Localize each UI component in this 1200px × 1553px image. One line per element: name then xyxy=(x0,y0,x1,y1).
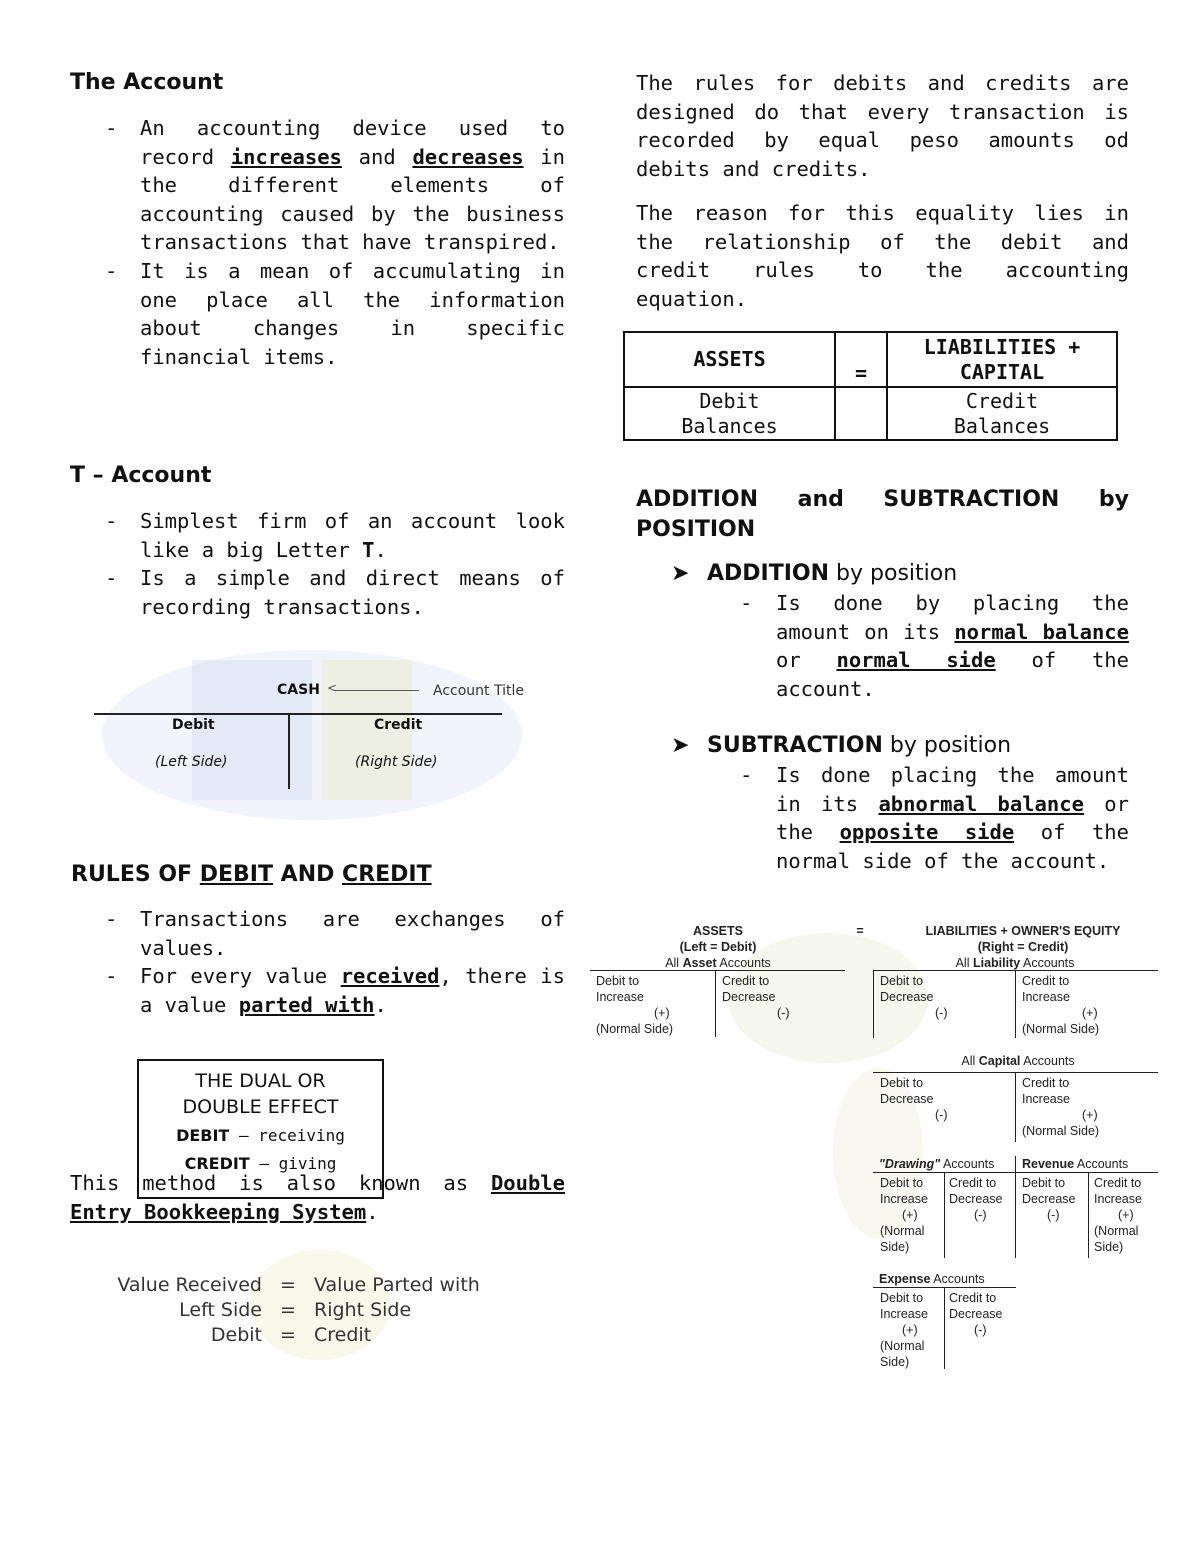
equals-header: = xyxy=(835,332,887,387)
liab-credit-cell: Credit to Increase (+) (Normal Side) xyxy=(1022,974,1100,1036)
revenue-accounts-label: Revenue Accounts xyxy=(1022,1157,1129,1171)
asset-credit-cell: Credit to Decrease (-) xyxy=(722,974,790,1020)
arrow-bullet-icon: ➤ xyxy=(671,733,690,758)
assets-sub: (Left = Debit) xyxy=(679,940,757,954)
rules-heading: RULES OF DEBIT AND CREDIT xyxy=(71,862,432,887)
increases-term: increases xyxy=(230,144,342,169)
t-horizontal-line xyxy=(94,713,502,715)
left-side-label: (Left Side) xyxy=(155,754,228,770)
dual-line-2: DOUBLE EFFECT xyxy=(182,1096,339,1118)
addition-heading: ➤ ADDITION by position xyxy=(671,561,958,586)
liab-sub: (Right = Credit) xyxy=(977,940,1069,954)
diagram-equals: = xyxy=(856,924,864,938)
arrow-bullet-icon: ➤ xyxy=(671,561,690,586)
value-left-column: Value Received Left Side Debit xyxy=(117,1274,262,1346)
value-equation xyxy=(100,1255,520,1355)
expense-credit-cell: Credit to Decrease (-) xyxy=(949,1291,1003,1337)
list-item: - It is a mean of accumulating in one place all the information about changes in specific financial items. xyxy=(105,258,565,369)
credit-balances-cell: Credit Balances xyxy=(887,387,1117,440)
expense-accounts-label: Expense Accounts xyxy=(879,1272,985,1286)
capital-debit-cell: Debit to Decrease (-) xyxy=(880,1076,948,1122)
assets-title: ASSETS xyxy=(692,924,743,938)
debit-balances-cell: Debit Balances xyxy=(624,387,835,440)
t-account-title: CASH xyxy=(277,682,320,698)
drawing-credit-cell: Credit to Decrease (-) xyxy=(949,1176,1003,1222)
value-equals-column: = = = xyxy=(280,1274,296,1346)
list-item: - Is a simple and direct means of recording transactions. xyxy=(105,566,565,619)
debit-credit-rules-diagram xyxy=(588,918,1160,1378)
t-account-bullets xyxy=(70,507,565,621)
double-entry-paragraph: This method is also known as Double Entry Bookkeeping System. xyxy=(70,1171,565,1224)
value-right-column: Value Parted with Right Side Credit xyxy=(314,1274,480,1346)
liab-debit-cell: Debit to Decrease (-) xyxy=(880,974,948,1020)
t-account-diagram xyxy=(72,660,542,810)
revenue-credit-cell: Credit to Increase (+) (Normal Side) xyxy=(1094,1176,1142,1254)
list-item: - An accounting device used to record increases and decreases in the different elements of accounting caused by the business transactions that have transpired. xyxy=(105,116,565,255)
subtraction-heading: ➤ SUBTRACTION by position xyxy=(671,733,1012,758)
account-bullets xyxy=(70,114,565,371)
right-side-label: (Right Side) xyxy=(355,754,438,770)
credit-label: Credit xyxy=(374,717,423,733)
revenue-debit-cell: Debit to Decrease (-) xyxy=(1022,1176,1076,1222)
list-item: - Simplest firm of an account look like a big Letter T. xyxy=(105,509,565,562)
drawing-accounts-label: "Drawing" Accounts xyxy=(879,1157,995,1171)
account-heading: The Account xyxy=(70,70,224,95)
title-arrow xyxy=(334,690,419,691)
addition-text: - Is done by placing the amount on its normal balance or normal side of the account. xyxy=(740,591,1129,701)
list-item: - For every value received, there is a value parted with. xyxy=(105,964,565,1017)
credit-giving: CREDIT – giving xyxy=(184,1154,337,1173)
watermark-seal xyxy=(102,650,522,820)
t-account-heading: T – Account xyxy=(70,463,212,488)
expense-debit-cell: Debit to Increase (+) (Normal Side) xyxy=(880,1291,928,1369)
rules-paragraph-2: The reason for this equality lies in the relationship of the debit and credit rules to the accounting equation. xyxy=(636,201,1129,311)
double-entry-term: Double Entry Bookkeeping System xyxy=(70,1171,565,1224)
debit-label: Debit xyxy=(172,717,215,733)
capital-accounts-label: All Capital Accounts xyxy=(961,1054,1075,1068)
assets-header: ASSETS xyxy=(624,332,835,387)
position-heading: ADDITION and SUBTRACTION by POSITION xyxy=(636,487,1129,542)
arrow-head-icon: < xyxy=(327,681,338,695)
asset-accounts-label: All Asset Accounts xyxy=(665,956,771,970)
rules-paragraph-1: The rules for debits and credits are designed do that every transaction is recorded by equal peso amounts od debits and credits. xyxy=(636,71,1129,181)
empty-cell xyxy=(835,387,887,440)
liabilities-header: LIABILITIES + CAPITAL xyxy=(887,332,1117,387)
list-item: - Transactions are exchanges of values. xyxy=(105,907,565,960)
drawing-debit-cell: Debit to Increase (+) (Normal Side) xyxy=(880,1176,928,1254)
rules-bullets xyxy=(70,905,565,1019)
decreases-term: decreases xyxy=(412,144,524,169)
subtraction-text: - Is done placing the amount in its abnormal balance or the opposite side of the normal side of the account. xyxy=(740,763,1129,873)
account-title-label: Account Title xyxy=(433,683,524,699)
capital-credit-cell: Credit to Increase (+) (Normal Side) xyxy=(1022,1076,1100,1138)
t-vertical-line xyxy=(288,713,290,789)
dual-line-1: THE DUAL OR xyxy=(195,1070,326,1092)
debit-receiving: DEBIT – receiving xyxy=(176,1126,345,1145)
liability-accounts-label: All Liability Accounts xyxy=(955,956,1075,970)
asset-debit-cell: Debit to Increase (+) (Normal Side) xyxy=(596,974,674,1036)
accounting-equation-table xyxy=(623,331,1118,441)
liab-title: LIABILITIES + OWNER'S EQUITY xyxy=(925,924,1121,938)
